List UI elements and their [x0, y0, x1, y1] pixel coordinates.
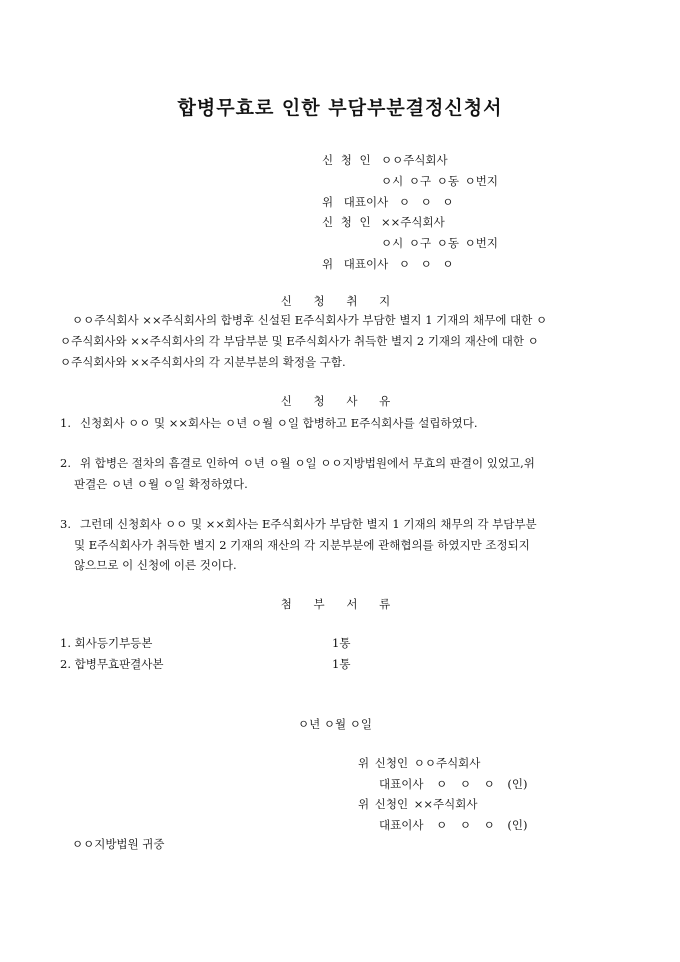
attachment-2-count: 1통: [332, 657, 351, 671]
reason-3-line-2: 및 E주식회사가 취득한 별지 2 기재의 재산의 각 지분부분에 관해협의를 하였지만 조정되지: [74, 538, 530, 552]
applicant-1-name: ㅇㅇ주식회사: [381, 153, 448, 167]
reason-1-text: 신청회사 ㅇㅇ 및 ××회사는 ㅇ년 ㅇ월 ㅇ일 합병하고 E주식회사를 설립하였다.: [80, 416, 478, 430]
reason-1-number: 1.: [60, 416, 71, 430]
applicant-2-representative: 위 대표이사 ㅇ ㅇ ㅇ: [322, 257, 454, 271]
signature-2-representative: 대표이사 ㅇ ㅇ ㅇ (인): [379, 818, 528, 832]
signature-1-applicant: 위 신청인 ㅇㅇ주식회사: [358, 756, 481, 770]
reason-3-line-1: 그런데 신청회사 ㅇㅇ 및 ××회사는 E주식회사가 부담한 별지 1 기재의 채무의 각 부담부분: [80, 517, 537, 531]
reasons-heading: 신 청 사 유: [280, 394, 400, 408]
attachment-1-count: 1통: [332, 636, 351, 650]
applicant-2-name: ××주식회사: [381, 215, 445, 229]
attachment-1-name: 1. 회사등기부등본: [60, 636, 153, 650]
applicant-1-representative: 위 대표이사 ㅇ ㅇ ㅇ: [322, 195, 454, 209]
signature-2-applicant: 위 신청인 ××주식회사: [358, 797, 478, 811]
court-addressee: ㅇㅇ지방법원 귀중: [72, 837, 165, 851]
attachment-2-name: 2. 합병무효판결사본: [60, 657, 164, 671]
purpose-line-3: ㅇ주식회사와 ××주식회사의 각 지분부분의 확정을 구함.: [60, 355, 346, 369]
purpose-heading: 신 청 취 지: [280, 294, 400, 308]
purpose-line-1: ㅇㅇ주식회사 ××주식회사의 합병후 신설된 E주식회사가 부담한 별지 1 기재의 채무에 대한 ㅇ: [72, 313, 548, 327]
reason-3-number: 3.: [60, 517, 71, 531]
applicant-2-label: 신 청 인: [322, 215, 373, 229]
applicant-2-address: ㅇ시 ㅇ구 ㅇ동 ㅇ번지: [381, 236, 498, 250]
applicant-1-address: ㅇ시 ㅇ구 ㅇ동 ㅇ번지: [381, 174, 498, 188]
reason-2-line-1: 위 합병은 절차의 흠결로 인하여 ㅇ년 ㅇ월 ㅇ일 ㅇㅇ지방법원에서 무효의 판결이 있었고,위: [80, 456, 535, 470]
reason-2-number: 2.: [60, 456, 71, 470]
applicant-1-label: 신 청 인: [322, 153, 373, 167]
reason-3-line-3: 않으므로 이 신청에 이른 것이다.: [74, 558, 237, 572]
signature-1-representative: 대표이사 ㅇ ㅇ ㅇ (인): [379, 777, 528, 791]
document-title: 합병무효로 인한 부담부분결정신청서: [177, 97, 503, 119]
purpose-line-2: ㅇ주식회사와 ××주식회사의 각 부담부분 및 E주식회사가 취득한 별지 2 기재의 재산에 대한 ㅇ: [60, 334, 539, 348]
filing-date: ㅇ년 ㅇ월 ㅇ일: [298, 717, 372, 731]
reason-2-line-2: 판결은 ㅇ년 ㅇ월 ㅇ일 확정하였다.: [74, 477, 248, 491]
attachments-heading: 첨 부 서 류: [280, 597, 400, 611]
